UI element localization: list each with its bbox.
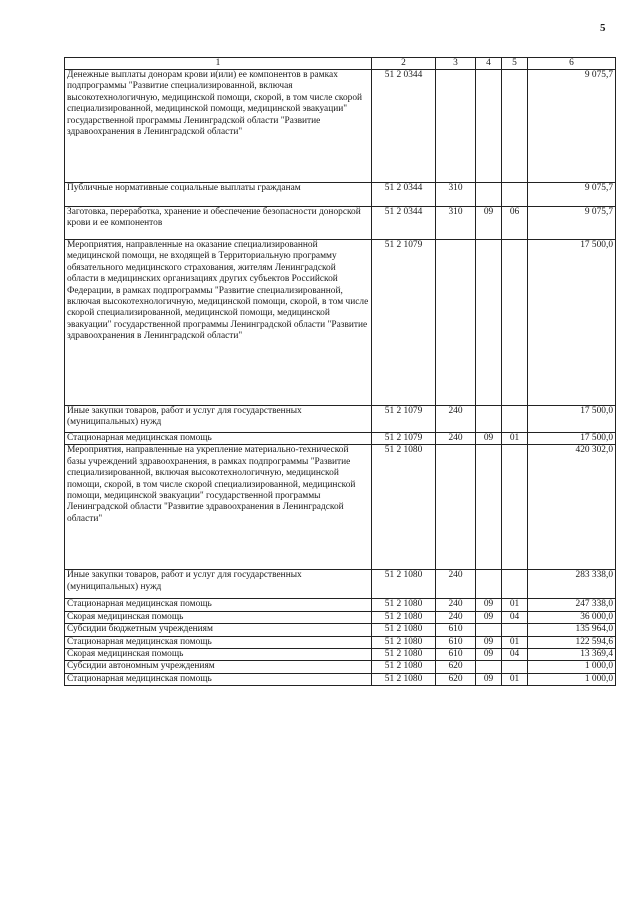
row-rz: [476, 406, 502, 433]
row-vr: 240: [436, 570, 476, 599]
row-name: Публичные нормативные социальные выплаты гражданам: [65, 183, 372, 207]
table-row: [65, 183, 616, 207]
row-vr: [436, 70, 476, 183]
table-row: [65, 599, 616, 611]
row-rz: [476, 70, 502, 183]
row-code: 51 2 1080: [372, 624, 436, 636]
row-sum: 13 369,4: [528, 649, 616, 661]
table-row: [65, 240, 616, 406]
row-vr: [436, 445, 476, 570]
row-vr: [436, 240, 476, 406]
row-code: 51 2 1080: [372, 673, 436, 685]
row-vr: 620: [436, 673, 476, 685]
row-rz: 09: [476, 207, 502, 240]
row-name: Денежные выплаты донорам крови и(или) ее компонентов в рамках подпрограммы "Развитие специализированной, включая высокотехнологичную, медицинской помощи, скорой, в том числе скорой специализированной, медицинской помощи, медицинской эвакуации" государственной программы Ленинградской области "Развитие здравоохранения в Ленинградской области": [65, 70, 372, 183]
row-name: Стационарная медицинская помощь: [65, 599, 372, 611]
row-code: 51 2 1079: [372, 433, 436, 445]
row-pr: 01: [502, 433, 528, 445]
table-row: [65, 673, 616, 685]
row-code: 51 2 0344: [372, 70, 436, 183]
table-row: [65, 624, 616, 636]
row-sum: 17 500,0: [528, 240, 616, 406]
page-number: 5: [600, 22, 606, 34]
row-vr: 610: [436, 624, 476, 636]
row-code: 51 2 1080: [372, 599, 436, 611]
row-code: 51 2 1080: [372, 649, 436, 661]
row-vr: 310: [436, 183, 476, 207]
row-sum: 420 302,0: [528, 445, 616, 570]
row-pr: 01: [502, 599, 528, 611]
row-vr: 240: [436, 433, 476, 445]
row-code: 51 2 0344: [372, 183, 436, 207]
row-pr: [502, 183, 528, 207]
row-name: Стационарная медицинская помощь: [65, 673, 372, 685]
row-pr: 04: [502, 649, 528, 661]
row-name: Скорая медицинская помощь: [65, 611, 372, 623]
row-sum: 122 594,6: [528, 636, 616, 648]
row-rz: [476, 661, 502, 673]
row-vr: 240: [436, 599, 476, 611]
row-code: 51 2 1080: [372, 661, 436, 673]
row-vr: 310: [436, 207, 476, 240]
row-pr: 04: [502, 611, 528, 623]
row-rz: 09: [476, 636, 502, 648]
row-code: 51 2 1079: [372, 406, 436, 433]
header-row: [65, 58, 616, 70]
table-row: [65, 433, 616, 445]
row-pr: [502, 661, 528, 673]
row-pr: [502, 240, 528, 406]
header-col-2: 2: [372, 58, 436, 70]
table-row: [65, 611, 616, 623]
table-row: [65, 70, 616, 183]
row-rz: 09: [476, 673, 502, 685]
table-row: [65, 649, 616, 661]
row-code: 51 2 1079: [372, 240, 436, 406]
row-rz: 09: [476, 649, 502, 661]
row-code: 51 2 1080: [372, 636, 436, 648]
header-col-6: 6: [528, 58, 616, 70]
row-name: Субсидии бюджетным учреждениям: [65, 624, 372, 636]
row-name: Иные закупки товаров, работ и услуг для государственных (муниципальных) нужд: [65, 406, 372, 433]
row-pr: [502, 624, 528, 636]
row-sum: 9 075,7: [528, 183, 616, 207]
row-name: Стационарная медицинская помощь: [65, 433, 372, 445]
row-name: Стационарная медицинская помощь: [65, 636, 372, 648]
table-row: [65, 207, 616, 240]
row-sum: 283 338,0: [528, 570, 616, 599]
row-sum: 1 000,0: [528, 661, 616, 673]
row-code: 51 2 1080: [372, 570, 436, 599]
table-row: [65, 661, 616, 673]
table-row: [65, 636, 616, 648]
row-name: Мероприятия, направленные на оказание специализированной медицинской помощи, не входящей в Территориальную программу обязательного медицинского страхования, жителям Ленинградской области в медицинских организациях других субъектов Российской Федерации, в рамках подпрограммы "Развитие специализированной, включая высокотехнологичную, медицинской помощи, скорой, в том числе скорой специализированной, медицинской помощи, медицинской эвакуации" государственной программы Ленинградской области "Развитие здравоохранения в Ленинградской области": [65, 240, 372, 406]
table-row: [65, 570, 616, 599]
row-pr: 01: [502, 636, 528, 648]
header-col-3: 3: [436, 58, 476, 70]
row-rz: [476, 183, 502, 207]
row-pr: 01: [502, 673, 528, 685]
row-code: 51 2 1080: [372, 611, 436, 623]
budget-table: [64, 57, 616, 686]
row-name: Иные закупки товаров, работ и услуг для государственных (муниципальных) нужд: [65, 570, 372, 599]
row-vr: 610: [436, 649, 476, 661]
row-vr: 620: [436, 661, 476, 673]
row-rz: 09: [476, 611, 502, 623]
row-name: Мероприятия, направленные на укрепление материально-технической базы учреждений здравоохранения, в рамках подпрограммы "Развитие специализированной, включая высокотехнологичную, медицинской помощи, скорой, в том числе скорой специализированной, медицинской помощи, медицинской эвакуации" государственной программы Ленинградской области "Развитие здравоохранения в Ленинградской области": [65, 445, 372, 570]
row-code: 51 2 1080: [372, 445, 436, 570]
row-name: Скорая медицинская помощь: [65, 649, 372, 661]
table-row: [65, 406, 616, 433]
header-col-1: 1: [65, 58, 372, 70]
row-vr: 610: [436, 636, 476, 648]
row-sum: 247 338,0: [528, 599, 616, 611]
row-sum: 17 500,0: [528, 433, 616, 445]
row-sum: 135 964,0: [528, 624, 616, 636]
row-rz: [476, 624, 502, 636]
header-col-4: 4: [476, 58, 502, 70]
row-sum: 17 500,0: [528, 406, 616, 433]
table-row: [65, 445, 616, 570]
row-sum: 9 075,7: [528, 70, 616, 183]
row-rz: 09: [476, 599, 502, 611]
row-rz: 09: [476, 433, 502, 445]
row-code: 51 2 0344: [372, 207, 436, 240]
row-sum: 36 000,0: [528, 611, 616, 623]
row-sum: 9 075,7: [528, 207, 616, 240]
row-pr: [502, 570, 528, 599]
row-pr: [502, 70, 528, 183]
row-vr: 240: [436, 406, 476, 433]
row-sum: 1 000,0: [528, 673, 616, 685]
row-pr: [502, 445, 528, 570]
row-name: Заготовка, переработка, хранение и обеспечение безопасности донорской крови и ее компонентов: [65, 207, 372, 240]
row-rz: [476, 445, 502, 570]
row-pr: [502, 406, 528, 433]
header-col-5: 5: [502, 58, 528, 70]
row-vr: 240: [436, 611, 476, 623]
row-rz: [476, 570, 502, 599]
row-rz: [476, 240, 502, 406]
row-name: Субсидии автономным учреждениям: [65, 661, 372, 673]
row-pr: 06: [502, 207, 528, 240]
